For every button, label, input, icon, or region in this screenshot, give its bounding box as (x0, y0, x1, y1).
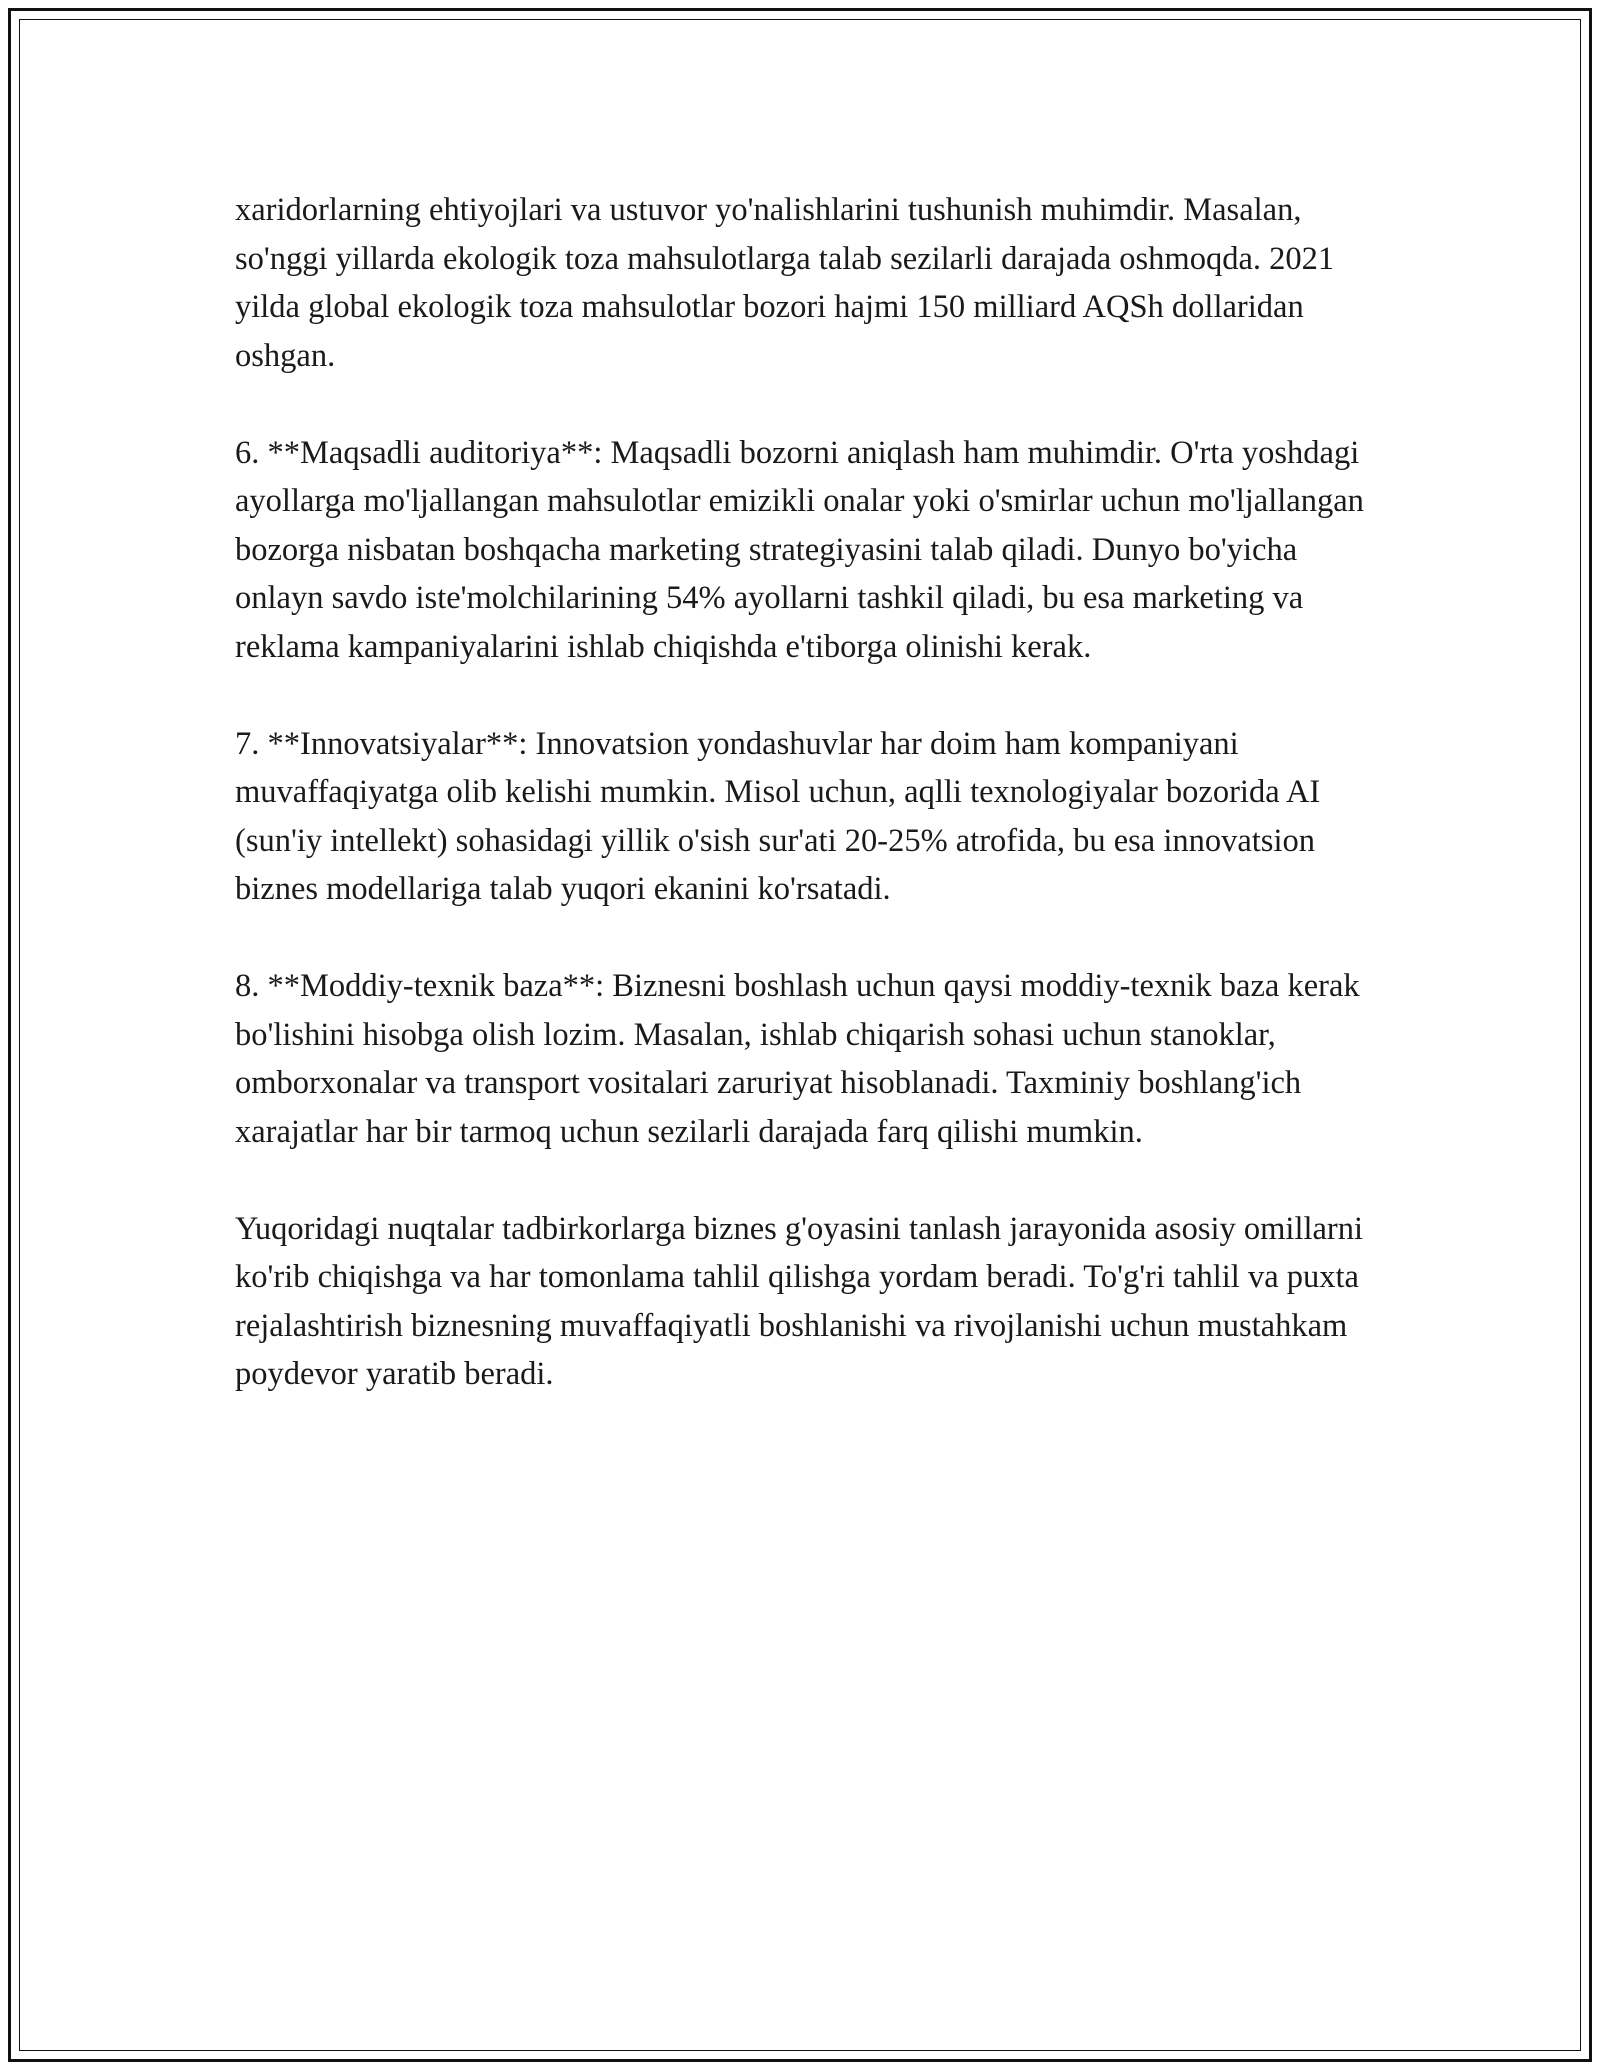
paragraph-target-audience: 6. **Maqsadli auditoriya**: Maqsadli bozorni aniqlash ham muhimdir. O'rta yoshdagi ayollarga mo'ljallangan mahsulotlar emizikli onalar yoki o'smirlar uchun mo'ljallangan bozorga nisbatan boshqacha marketing strategiyasini talab qiladi. Dunyo bo'yicha onlayn savdo iste'molchilarining 54% ayollarni tashkil qiladi, bu esa marketing va reklama kampaniyalarini ishlab chiqishda e'tiborga olinishi kerak. (235, 434, 1364, 665)
paragraph-innovations: 7. **Innovatsiyalar**: Innovatsion yondashuvlar har doim ham kompaniyani muvaffaqiyatga olib kelishi mumkin. Misol uchun, aqlli texnologiyalar bozorida AI (sun'iy intellekt) sohasidagi yillik o'sish sur'ati 20-25% atrofida, bu esa innovatsion biznes modellariga talab yuqori ekanini ko'rsatadi. (235, 725, 1321, 907)
paragraph-conclusion: Yuqoridagi nuqtalar tadbirkorlarga biznes g'oyasini tanlash jarayonida asosiy omillarni ko'rib chiqishga va har tomonlama tahlil qilishga yordam beradi. To'g'ri tahlil va puxta rejalashtirish biznesning muvaffaqiyatli boshlanishi va rivojlanishi uchun mustahkam poydevor yaratib beradi. (235, 1210, 1364, 1392)
document-body (235, 186, 1375, 1399)
paragraph-intro-continuation: xaridorlarning ehtiyojlari va ustuvor yo'nalishlarini tushunish muhimdir. Masalan, so'nggi yillarda ekologik toza mahsulotlarga talab sezilarli darajada oshmoqda. 2021 yilda global ekologik toza mahsulotlar bozori hajmi 150 milliard AQSh dollaridan oshgan. (235, 192, 1335, 374)
paragraph-material-base: 8. **Moddiy-texnik baza**: Biznesni boshlash uchun qaysi moddiy-texnik baza kerak bo'lishini hisobga olish lozim. Masalan, ishlab chiqarish sohasi uchun stanoklar, omborxonalar va transport vositalari zaruriyat hisoblanadi. Taxminiy boshlang'ich xarajatlar har bir tarmoq uchun sezilarli darajada farq qilishi mumkin. (235, 968, 1360, 1150)
